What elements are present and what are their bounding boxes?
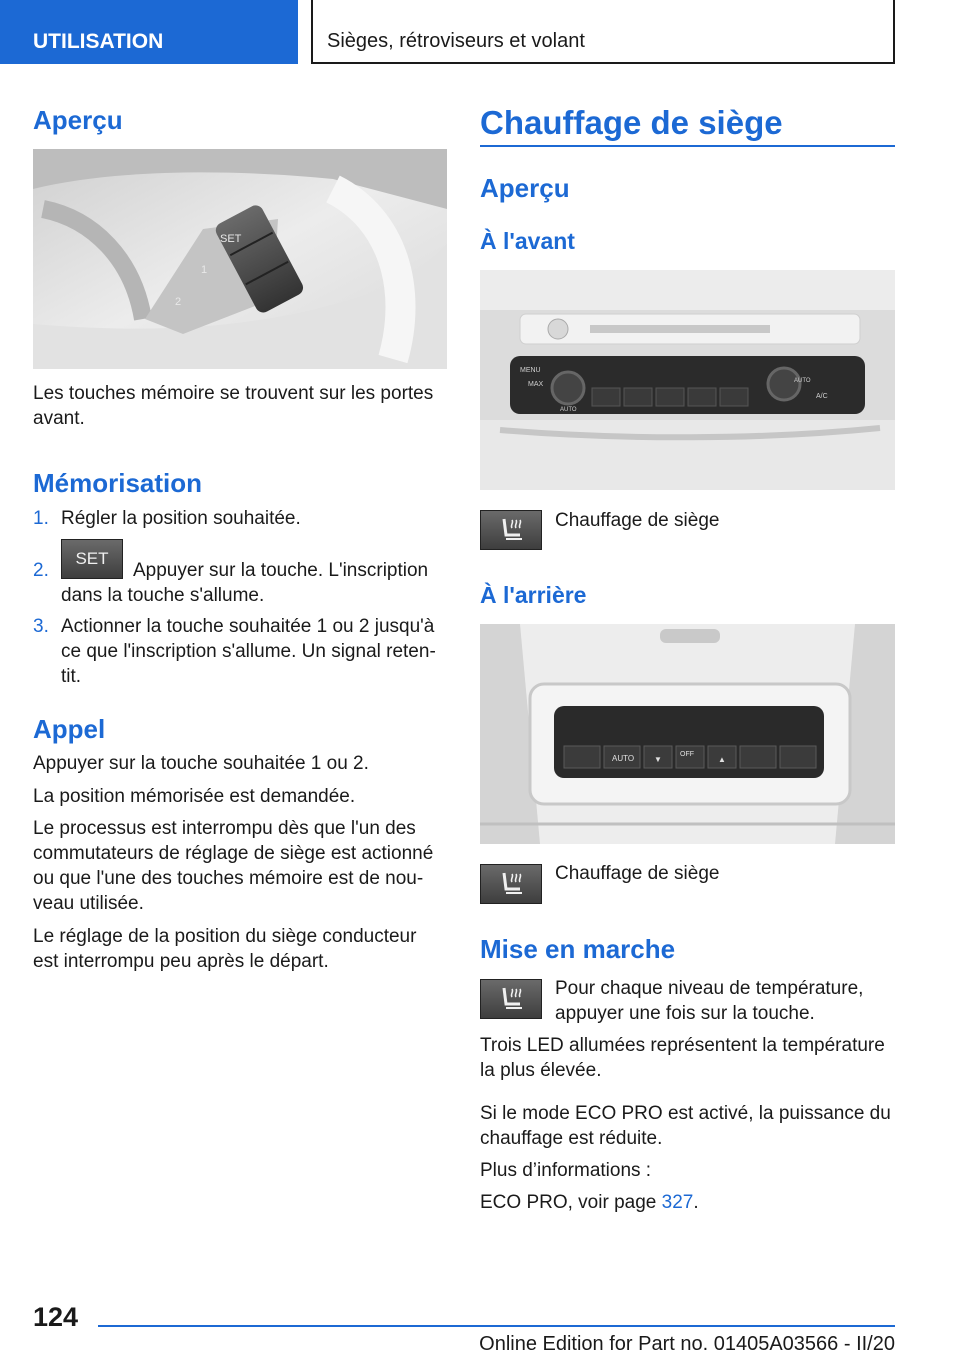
front-climate-panel-photo bbox=[480, 270, 895, 490]
right-apercu-title: Aperçu bbox=[480, 173, 570, 203]
eco-pro-reference-text: ECO PRO, voir page bbox=[480, 1192, 662, 1213]
chauffage-main-title: Chauffage de siège bbox=[480, 104, 783, 141]
edition-text: Online Edition for Part no. 01405A03566 - II/20 bbox=[479, 1333, 895, 1355]
step-2-number: 2. bbox=[33, 560, 49, 581]
step-1-text: Régler la position souhaitée. bbox=[61, 508, 301, 529]
mise-en-marche-title: Mise en marche bbox=[480, 934, 676, 964]
door-memory-buttons-photo bbox=[33, 149, 447, 369]
front-icon-caption: Chauffage de siège bbox=[555, 510, 720, 531]
photo-set-label: SET bbox=[220, 233, 242, 245]
step-2-text-b: dans la touche s'allume. bbox=[61, 585, 265, 606]
memorisation-title: Mémorisation bbox=[33, 468, 203, 498]
panel-auto-left-label: AUTO bbox=[560, 407, 577, 413]
title-rule bbox=[480, 145, 895, 147]
panel-max-label: MAX bbox=[528, 381, 544, 388]
mise-paragraph-4 bbox=[480, 1190, 895, 1215]
rear-title: À l'arrière bbox=[480, 582, 587, 608]
step-3-text: Actionner la touche souhaitée 1 ou 2 jusqu'à ce que l'inscription s'allume. Un signal reten-tit. bbox=[61, 616, 436, 687]
panel-auto-right-label: AUTO bbox=[794, 378, 811, 384]
seat-heating-front-icon bbox=[480, 510, 542, 550]
photo-1-label: 1 bbox=[201, 264, 208, 276]
seat-heating-rear-icon bbox=[480, 864, 542, 904]
rear-panel-off-label: OFF bbox=[680, 751, 694, 758]
appel-paragraph-3: Le processus est interrompu dès que l'un des commutateurs de réglage de siège est actionné ou que l'une des touches mémoire est de nou-veau utilisée. bbox=[33, 818, 434, 914]
page-number: 124 bbox=[33, 1302, 79, 1332]
rear-panel-down-label: ▼ bbox=[654, 755, 662, 764]
mise-paragraph-3: Plus d’informations : bbox=[480, 1160, 652, 1181]
mise-paragraph-1: Trois LED allumées représentent la température la plus élevée. bbox=[480, 1035, 885, 1081]
rear-icon-caption: Chauffage de siège bbox=[555, 863, 720, 884]
rear-climate-panel-photo bbox=[480, 624, 895, 844]
rear-panel-up-label: ▲ bbox=[718, 755, 726, 764]
set-button-label: SET bbox=[75, 549, 109, 568]
mise-icon-text: Pour chaque niveau de température, appuyer une fois sur la touche. bbox=[555, 978, 864, 1024]
appel-title: Appel bbox=[33, 714, 106, 744]
appel-paragraph-2: La position mémorisée est demandée. bbox=[33, 786, 356, 807]
appel-paragraph-1: Appuyer sur la touche souhaitée 1 ou 2. bbox=[33, 753, 369, 774]
chapter-title: Sièges, rétroviseurs et volant bbox=[311, 0, 895, 64]
memory-buttons-caption: Les touches mémoire se trouvent sur les portes avant. bbox=[33, 383, 434, 429]
seat-heating-activation-icon bbox=[480, 979, 542, 1019]
step-3-number: 3. bbox=[33, 616, 49, 637]
eco-pro-reference-end: . bbox=[693, 1192, 699, 1213]
step-2-text-a: Appuyer sur la touche. L'inscription bbox=[133, 560, 429, 581]
section-tab: UTILISATION bbox=[0, 0, 298, 64]
panel-ac-label: A/C bbox=[816, 393, 828, 400]
front-title: À l'avant bbox=[480, 228, 575, 254]
apercu-title: Aperçu bbox=[33, 105, 123, 135]
panel-menu-label: MENU bbox=[520, 367, 541, 374]
mise-paragraph-2: Si le mode ECO PRO est activé, la puissance du chauffage est réduite. bbox=[480, 1103, 891, 1149]
footer-rule bbox=[98, 1325, 895, 1327]
rear-panel-auto-label: AUTO bbox=[612, 754, 635, 763]
set-button-icon bbox=[61, 539, 123, 579]
page-327-link[interactable]: 327 bbox=[661, 1192, 694, 1213]
photo-2-label: 2 bbox=[175, 296, 182, 308]
appel-paragraph-4: Le réglage de la position du siège conducteur est interrompu peu après le départ. bbox=[33, 926, 417, 972]
step-1-number: 1. bbox=[33, 508, 49, 529]
